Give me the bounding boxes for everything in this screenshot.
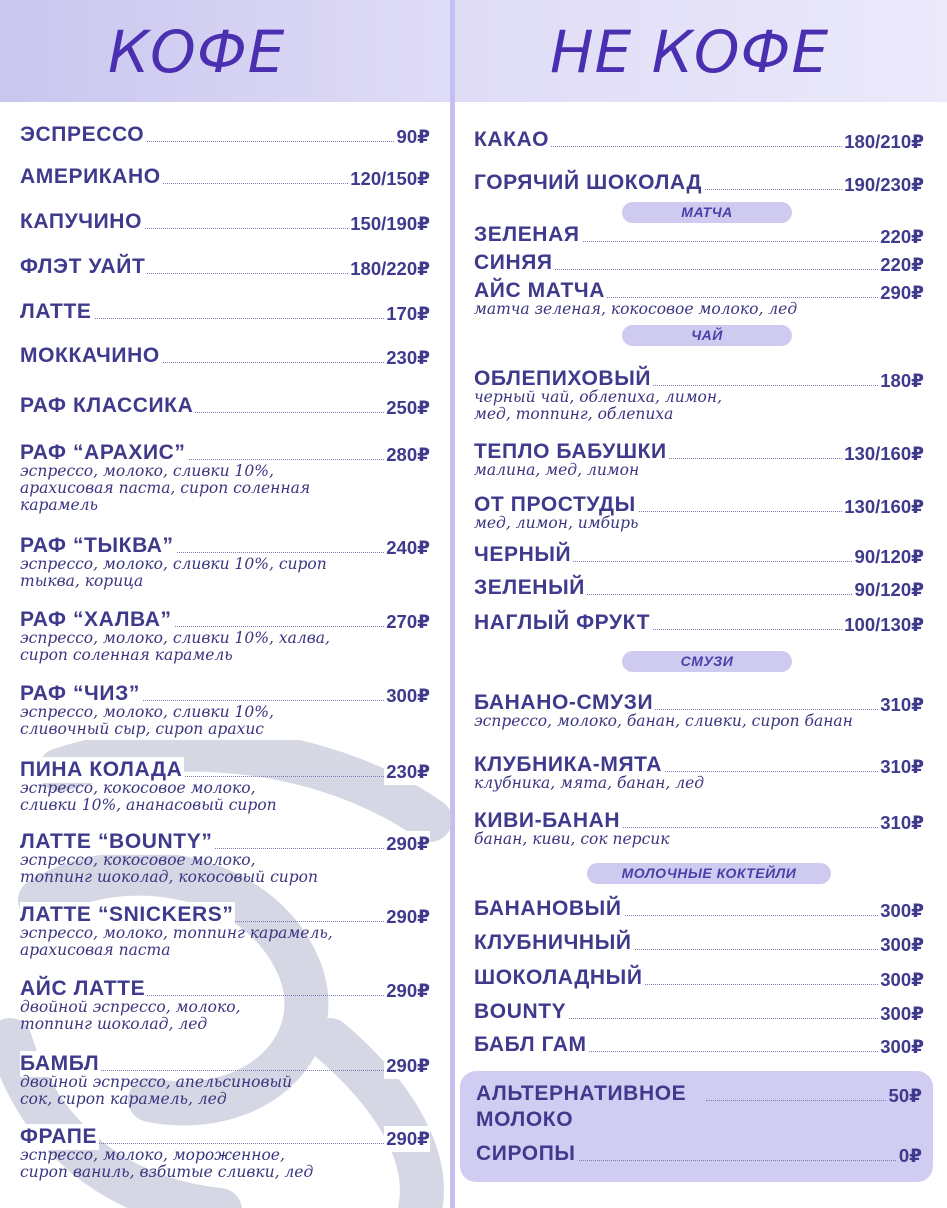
item-description: арахисовая паста, сироп соленная bbox=[20, 479, 311, 497]
menu-item bbox=[20, 607, 430, 664]
item-price: 150/190₽ bbox=[348, 211, 430, 237]
item-description: сок, сироп карамель, лед bbox=[20, 1090, 227, 1108]
item-price: 300₽ bbox=[878, 1034, 924, 1060]
item-price: 290₽ bbox=[384, 831, 430, 857]
item-price: 290₽ bbox=[878, 280, 924, 306]
item-price: 290₽ bbox=[384, 978, 430, 1004]
item-price: 300₽ bbox=[878, 967, 924, 993]
menu-item bbox=[474, 542, 924, 572]
item-description: сливки 10%, ананасовый сироп bbox=[20, 796, 277, 814]
section-pill-matcha: МАТЧА bbox=[622, 202, 792, 223]
item-name: ЭСПРЕССО bbox=[20, 123, 145, 146]
item-price: 300₽ bbox=[878, 898, 924, 924]
menu-item bbox=[20, 1124, 430, 1181]
menu-item bbox=[474, 965, 924, 995]
item-price: 100/130₽ bbox=[842, 612, 924, 638]
item-description: сироп соленная карамель bbox=[20, 646, 233, 664]
menu-item bbox=[20, 533, 430, 590]
item-name: ШОКОЛАДНЫЙ bbox=[474, 966, 643, 989]
item-price: 130/160₽ bbox=[842, 441, 924, 467]
section-pill-tea: ЧАЙ bbox=[622, 325, 792, 346]
item-price: 180/210₽ bbox=[842, 129, 924, 155]
item-name: КИВИ-БАНАН bbox=[474, 809, 621, 832]
item-name: СИНЯЯ bbox=[474, 251, 553, 274]
item-description: двойной эспрессо, молоко, bbox=[20, 998, 241, 1016]
item-description: эспрессо, молоко, сливки 10%, bbox=[20, 703, 274, 721]
item-name: ЛАТТЕ bbox=[20, 300, 92, 323]
item-name: РАФ КЛАССИКА bbox=[20, 394, 194, 417]
item-description: эспрессо, молоко, сливки 10%, сироп bbox=[20, 555, 327, 573]
item-description: топпинг шоколад, кокосовый сироп bbox=[20, 868, 318, 886]
menu-item bbox=[20, 209, 430, 239]
menu-item bbox=[474, 278, 924, 318]
item-name: ФРАПЕ bbox=[20, 1125, 98, 1148]
menu-item bbox=[20, 122, 430, 152]
item-name: БАМБЛ bbox=[20, 1052, 100, 1075]
item-name: ЛАТТЕ “SNICKERS” bbox=[20, 903, 234, 926]
item-price: 290₽ bbox=[384, 904, 430, 930]
item-name: ОБЛЕПИХОВЫЙ bbox=[474, 367, 652, 390]
item-name: БАБЛ ГАМ bbox=[474, 1033, 587, 1056]
menu-item bbox=[20, 254, 430, 284]
item-price: 270₽ bbox=[384, 609, 430, 635]
item-price: 50₽ bbox=[887, 1083, 922, 1109]
item-price: 300₽ bbox=[878, 1001, 924, 1027]
item-name-line2: МОЛОКО bbox=[476, 1108, 574, 1131]
item-price: 230₽ bbox=[384, 345, 430, 371]
item-description: сливочный сыр, сироп арахис bbox=[20, 720, 264, 738]
item-price: 120/150₽ bbox=[348, 166, 430, 192]
menu-item bbox=[474, 1032, 924, 1062]
menu-item bbox=[474, 127, 924, 157]
item-name: КЛУБНИЧНЫЙ bbox=[474, 931, 632, 954]
menu-item bbox=[20, 757, 430, 814]
item-price: 300₽ bbox=[878, 932, 924, 958]
item-price: 190/230₽ bbox=[842, 172, 924, 198]
menu-item bbox=[20, 902, 430, 959]
item-description: топпинг шоколад, лед bbox=[20, 1015, 208, 1033]
item-description: банан, киви, сок персик bbox=[474, 830, 670, 848]
item-description: эспрессо, молоко, сливки 10%, халва, bbox=[20, 629, 330, 647]
item-name: НАГЛЫЙ ФРУКТ bbox=[474, 611, 651, 634]
item-price: 0₽ bbox=[897, 1143, 922, 1169]
menu-item bbox=[474, 610, 924, 640]
item-price: 310₽ bbox=[878, 810, 924, 836]
item-name: КАКАО bbox=[474, 128, 550, 151]
menu-item bbox=[20, 164, 430, 194]
menu-item bbox=[474, 575, 924, 605]
menu-item bbox=[20, 393, 430, 423]
item-description: клубника, мята, банан, лед bbox=[474, 774, 705, 792]
item-price: 300₽ bbox=[384, 683, 430, 709]
item-description: сироп ваниль, взбитые сливки, лед bbox=[20, 1163, 314, 1181]
item-name: КЛУБНИКА-МЯТА bbox=[474, 753, 663, 776]
item-name: АЛЬТЕРНАТИВНОЕ bbox=[476, 1082, 687, 1105]
item-price: 90₽ bbox=[395, 124, 430, 150]
item-description: эспрессо, кокосовое молоко, bbox=[20, 851, 256, 869]
item-name: ГОРЯЧИЙ ШОКОЛАД bbox=[474, 171, 703, 194]
item-description: матча зеленая, кокосовое молоко, лед bbox=[474, 300, 798, 318]
item-description: эспрессо, молоко, топпинг карамель, bbox=[20, 924, 333, 942]
not-coffee-title: НЕ КОФЕ bbox=[550, 18, 830, 86]
menu-item bbox=[474, 808, 924, 848]
item-description: тыква, корица bbox=[20, 572, 144, 590]
item-description: карамель bbox=[20, 496, 98, 514]
item-price: 310₽ bbox=[878, 692, 924, 718]
menu-item bbox=[20, 681, 430, 738]
item-description: малина, мед, лимон bbox=[474, 461, 640, 479]
item-price: 220₽ bbox=[878, 224, 924, 250]
item-description: эспрессо, кокосовое молоко, bbox=[20, 779, 256, 797]
item-price: 240₽ bbox=[384, 535, 430, 561]
item-description: эспрессо, молоко, мороженное, bbox=[20, 1146, 285, 1164]
item-name: ЛАТТЕ “BOUNTY” bbox=[20, 830, 213, 853]
extras-box bbox=[460, 1071, 933, 1182]
item-description: мед, топпинг, облепиха bbox=[474, 405, 674, 423]
menu-item bbox=[20, 343, 430, 373]
menu-item bbox=[474, 690, 924, 730]
item-name: РАФ “ТЫКВА” bbox=[20, 534, 174, 557]
item-price: 180/220₽ bbox=[348, 256, 430, 282]
item-description: арахисовая паста bbox=[20, 941, 171, 959]
item-price: 90/120₽ bbox=[853, 544, 924, 570]
menu-item bbox=[474, 170, 924, 200]
item-price: 290₽ bbox=[384, 1126, 430, 1152]
item-price: 220₽ bbox=[878, 252, 924, 278]
item-description: эспрессо, молоко, банан, сливки, сироп банан bbox=[474, 712, 853, 730]
item-price: 250₽ bbox=[384, 395, 430, 421]
item-price: 180₽ bbox=[878, 368, 924, 394]
menu-item bbox=[20, 1051, 430, 1108]
item-description: черный чай, облепиха, лимон, bbox=[474, 388, 723, 406]
section-pill-milkshakes: МОЛОЧНЫЕ КОКТЕЙЛИ bbox=[587, 863, 831, 884]
item-description: двойной эспрессо, апельсиновый bbox=[20, 1073, 293, 1091]
item-name: ОТ ПРОСТУДЫ bbox=[474, 493, 636, 516]
item-name: АЙС МАТЧА bbox=[474, 279, 606, 302]
item-name: БАНАНОВЫЙ bbox=[474, 897, 622, 920]
item-name: СИРОПЫ bbox=[476, 1142, 576, 1165]
menu-item bbox=[20, 440, 430, 514]
item-name: АМЕРИКАНО bbox=[20, 165, 161, 188]
item-name: ФЛЭТ УАЙТ bbox=[20, 255, 146, 278]
item-price: 280₽ bbox=[384, 442, 430, 468]
item-price: 130/160₽ bbox=[842, 494, 924, 520]
coffee-title: КОФЕ bbox=[108, 18, 286, 86]
item-price: 230₽ bbox=[384, 759, 430, 785]
menu-item bbox=[474, 930, 924, 960]
item-description: мед, лимон, имбирь bbox=[474, 514, 639, 532]
item-name: БАНАНО-СМУЗИ bbox=[474, 691, 654, 714]
item-price: 90/120₽ bbox=[853, 577, 924, 603]
item-name: МОККАЧИНО bbox=[20, 344, 160, 367]
item-name: ЗЕЛЕНАЯ bbox=[474, 223, 580, 246]
item-name: ТЕПЛО БАБУШКИ bbox=[474, 440, 667, 463]
menu-item bbox=[20, 299, 430, 329]
menu-item bbox=[20, 829, 430, 886]
item-name: ПИНА КОЛАДА bbox=[20, 758, 183, 781]
item-name: РАФ “ЧИЗ” bbox=[20, 682, 140, 705]
menu-item bbox=[474, 492, 924, 532]
item-name: КАПУЧИНО bbox=[20, 210, 143, 233]
item-price: 170₽ bbox=[384, 301, 430, 327]
item-description: эспрессо, молоко, сливки 10%, bbox=[20, 462, 274, 480]
menu-item bbox=[474, 439, 924, 479]
item-name: АЙС ЛАТТЕ bbox=[20, 977, 146, 1000]
menu-item bbox=[474, 752, 924, 792]
menu-item-syrups bbox=[476, 1141, 922, 1171]
item-name: РАФ “ХАЛВА” bbox=[20, 608, 172, 631]
item-name: ЗЕЛЕНЫЙ bbox=[474, 576, 585, 599]
item-name: РАФ “АРАХИС” bbox=[20, 441, 186, 464]
menu-item bbox=[474, 896, 924, 926]
section-pill-smoothie: СМУЗИ bbox=[622, 651, 792, 672]
item-name: BOUNTY bbox=[474, 1000, 567, 1023]
menu-item bbox=[474, 250, 924, 280]
menu-item bbox=[474, 222, 924, 252]
menu-item-alt-milk bbox=[476, 1081, 922, 1131]
menu-item bbox=[474, 999, 924, 1029]
item-price: 290₽ bbox=[384, 1053, 430, 1079]
item-price: 310₽ bbox=[878, 754, 924, 780]
menu-item bbox=[20, 976, 430, 1033]
menu-item bbox=[474, 366, 924, 423]
item-name: ЧЕРНЫЙ bbox=[474, 543, 572, 566]
